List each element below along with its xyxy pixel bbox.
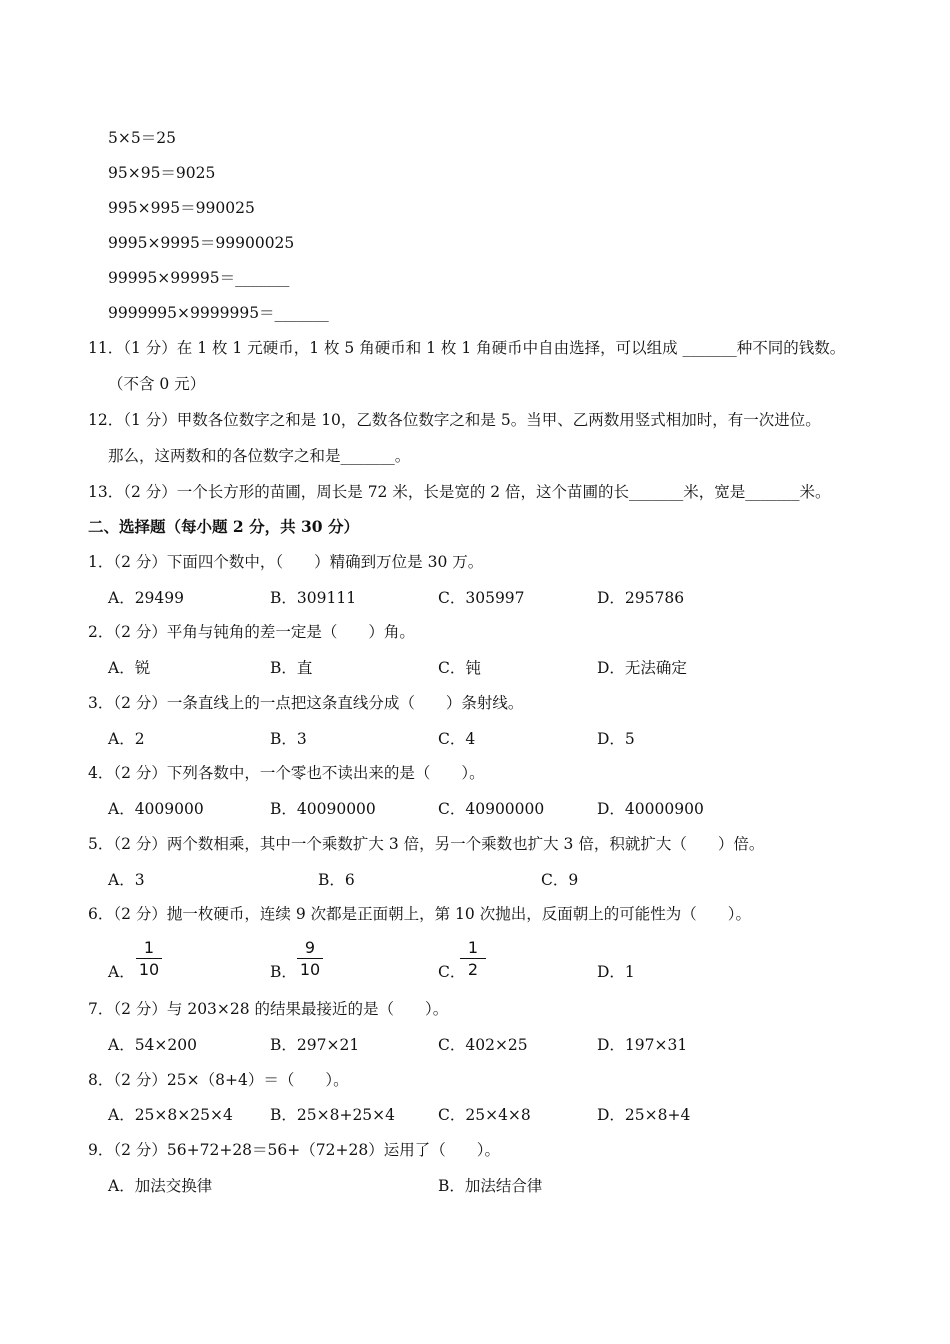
q7-option-a: A．54×200: [108, 1036, 197, 1054]
choice-question-2: 2．（2 分）平角与钝角的差一定是（ ）角。: [88, 623, 415, 641]
q6-fraction-a: [136, 938, 162, 979]
q8-option-b: B．25×8+25×4: [270, 1106, 396, 1124]
section-2-title: 二、选择题（每小题 2 分，共 30 分）: [88, 517, 359, 536]
pattern-line-2: 95×95＝9025: [108, 164, 216, 182]
q1-option-d: D．295786: [597, 589, 685, 607]
q6-fraction-b: [297, 938, 323, 979]
fraction-bar: [297, 958, 323, 959]
pattern-line-5: 99995×99995＝_______: [108, 269, 290, 287]
pattern-line-3: 995×995＝990025: [108, 199, 255, 217]
pattern-line-6: 9999995×9999995＝_______: [108, 304, 329, 322]
q6-option-a: A．: [108, 963, 135, 981]
q1-option-a: A．29499: [108, 589, 185, 607]
q3-option-c: C．4: [438, 730, 476, 748]
q9-option-a: A．加法交换律: [108, 1177, 213, 1195]
q9-option-b: B．加法结合律: [438, 1177, 543, 1195]
q6-option-b: B．: [270, 963, 297, 981]
q8-option-c: C．25×4×8: [438, 1106, 531, 1124]
fraction-denominator: 10: [138, 960, 160, 979]
fraction-denominator: 10: [299, 960, 321, 979]
fraction-numerator: 1: [143, 938, 155, 957]
q6-fraction-c: [460, 938, 486, 979]
fraction-numerator: 9: [304, 938, 316, 957]
choice-question-6: 6．（2 分）抛一枚硬币，连续 9 次都是正面朝上，第 10 次抛出，反面朝上的可能性为（ ）。: [88, 905, 751, 923]
q2-option-a: A．锐: [108, 659, 151, 677]
fraction-bar: [460, 958, 486, 959]
q2-option-b: B．直: [270, 659, 313, 677]
q2-option-d: D．无法确定: [597, 659, 687, 677]
q6-option-d: D．1: [597, 963, 635, 981]
q3-option-b: B．3: [270, 730, 307, 748]
choice-question-4: 4．（2 分）下列各数中，一个零也不读出来的是（ ）。: [88, 764, 485, 782]
q3-option-d: D．5: [597, 730, 635, 748]
question-11-note: （不含 0 元）: [108, 375, 206, 393]
q8-option-a: A．25×8×25×4: [108, 1106, 233, 1124]
q7-option-c: C．402×25: [438, 1036, 528, 1054]
q1-option-b: B．309111: [270, 589, 357, 607]
question-13: 13．（2 分）一个长方形的苗圃，周长是 72 米，长是宽的 2 倍，这个苗圃的长_______米，宽是_______米。: [88, 483, 831, 501]
choice-question-3: 3．（2 分）一条直线上的一点把这条直线分成（ ）条射线。: [88, 694, 524, 712]
q4-option-a: A．4009000: [108, 800, 204, 818]
q7-option-d: D．197×31: [597, 1036, 688, 1054]
q4-option-d: D．40000900: [597, 800, 704, 818]
q1-option-c: C．305997: [438, 589, 525, 607]
q4-option-b: B．40090000: [270, 800, 376, 818]
question-12-cont: 那么，这两数和的各位数字之和是_______。: [108, 447, 411, 465]
q6-option-c: C．: [438, 963, 466, 981]
pattern-line-4: 9995×9995＝99900025: [108, 234, 295, 252]
fraction-bar: [136, 958, 162, 959]
choice-question-1: 1．（2 分）下面四个数中，（ ）精确到万位是 30 万。: [88, 553, 484, 571]
fraction-numerator: 1: [467, 938, 479, 957]
q5-option-c: C．9: [541, 871, 579, 889]
q4-option-c: C．40900000: [438, 800, 545, 818]
fraction-denominator: 2: [467, 960, 479, 979]
choice-question-8: 8．（2 分）25×（8+4）＝（ ）。: [88, 1071, 349, 1089]
question-11: 11．（1 分）在 1 枚 1 元硬币，1 枚 5 角硬币和 1 枚 1 角硬币中自由选择，可以组成 _______种不同的钱数。: [88, 339, 846, 357]
choice-question-5: 5．（2 分）两个数相乘，其中一个乘数扩大 3 倍，另一个乘数也扩大 3 倍，积就扩大（ ）倍。: [88, 835, 765, 853]
question-12: 12．（1 分）甲数各位数字之和是 10，乙数各位数字之和是 5。当甲、乙两数用竖式相加时，有一次进位。: [88, 411, 821, 429]
pattern-line-1: 5×5＝25: [108, 129, 176, 147]
q2-option-c: C．钝: [438, 659, 481, 677]
choice-question-7: 7．（2 分）与 203×28 的结果最接近的是（ ）。: [88, 1000, 449, 1018]
q3-option-a: A．2: [108, 730, 145, 748]
choice-question-9: 9．（2 分）56+72+28＝56+（72+28）运用了（ ）。: [88, 1141, 500, 1159]
q8-option-d: D．25×8+4: [597, 1106, 691, 1124]
q5-option-a: A．3: [108, 871, 145, 889]
q5-option-b: B．6: [318, 871, 355, 889]
q7-option-b: B．297×21: [270, 1036, 360, 1054]
